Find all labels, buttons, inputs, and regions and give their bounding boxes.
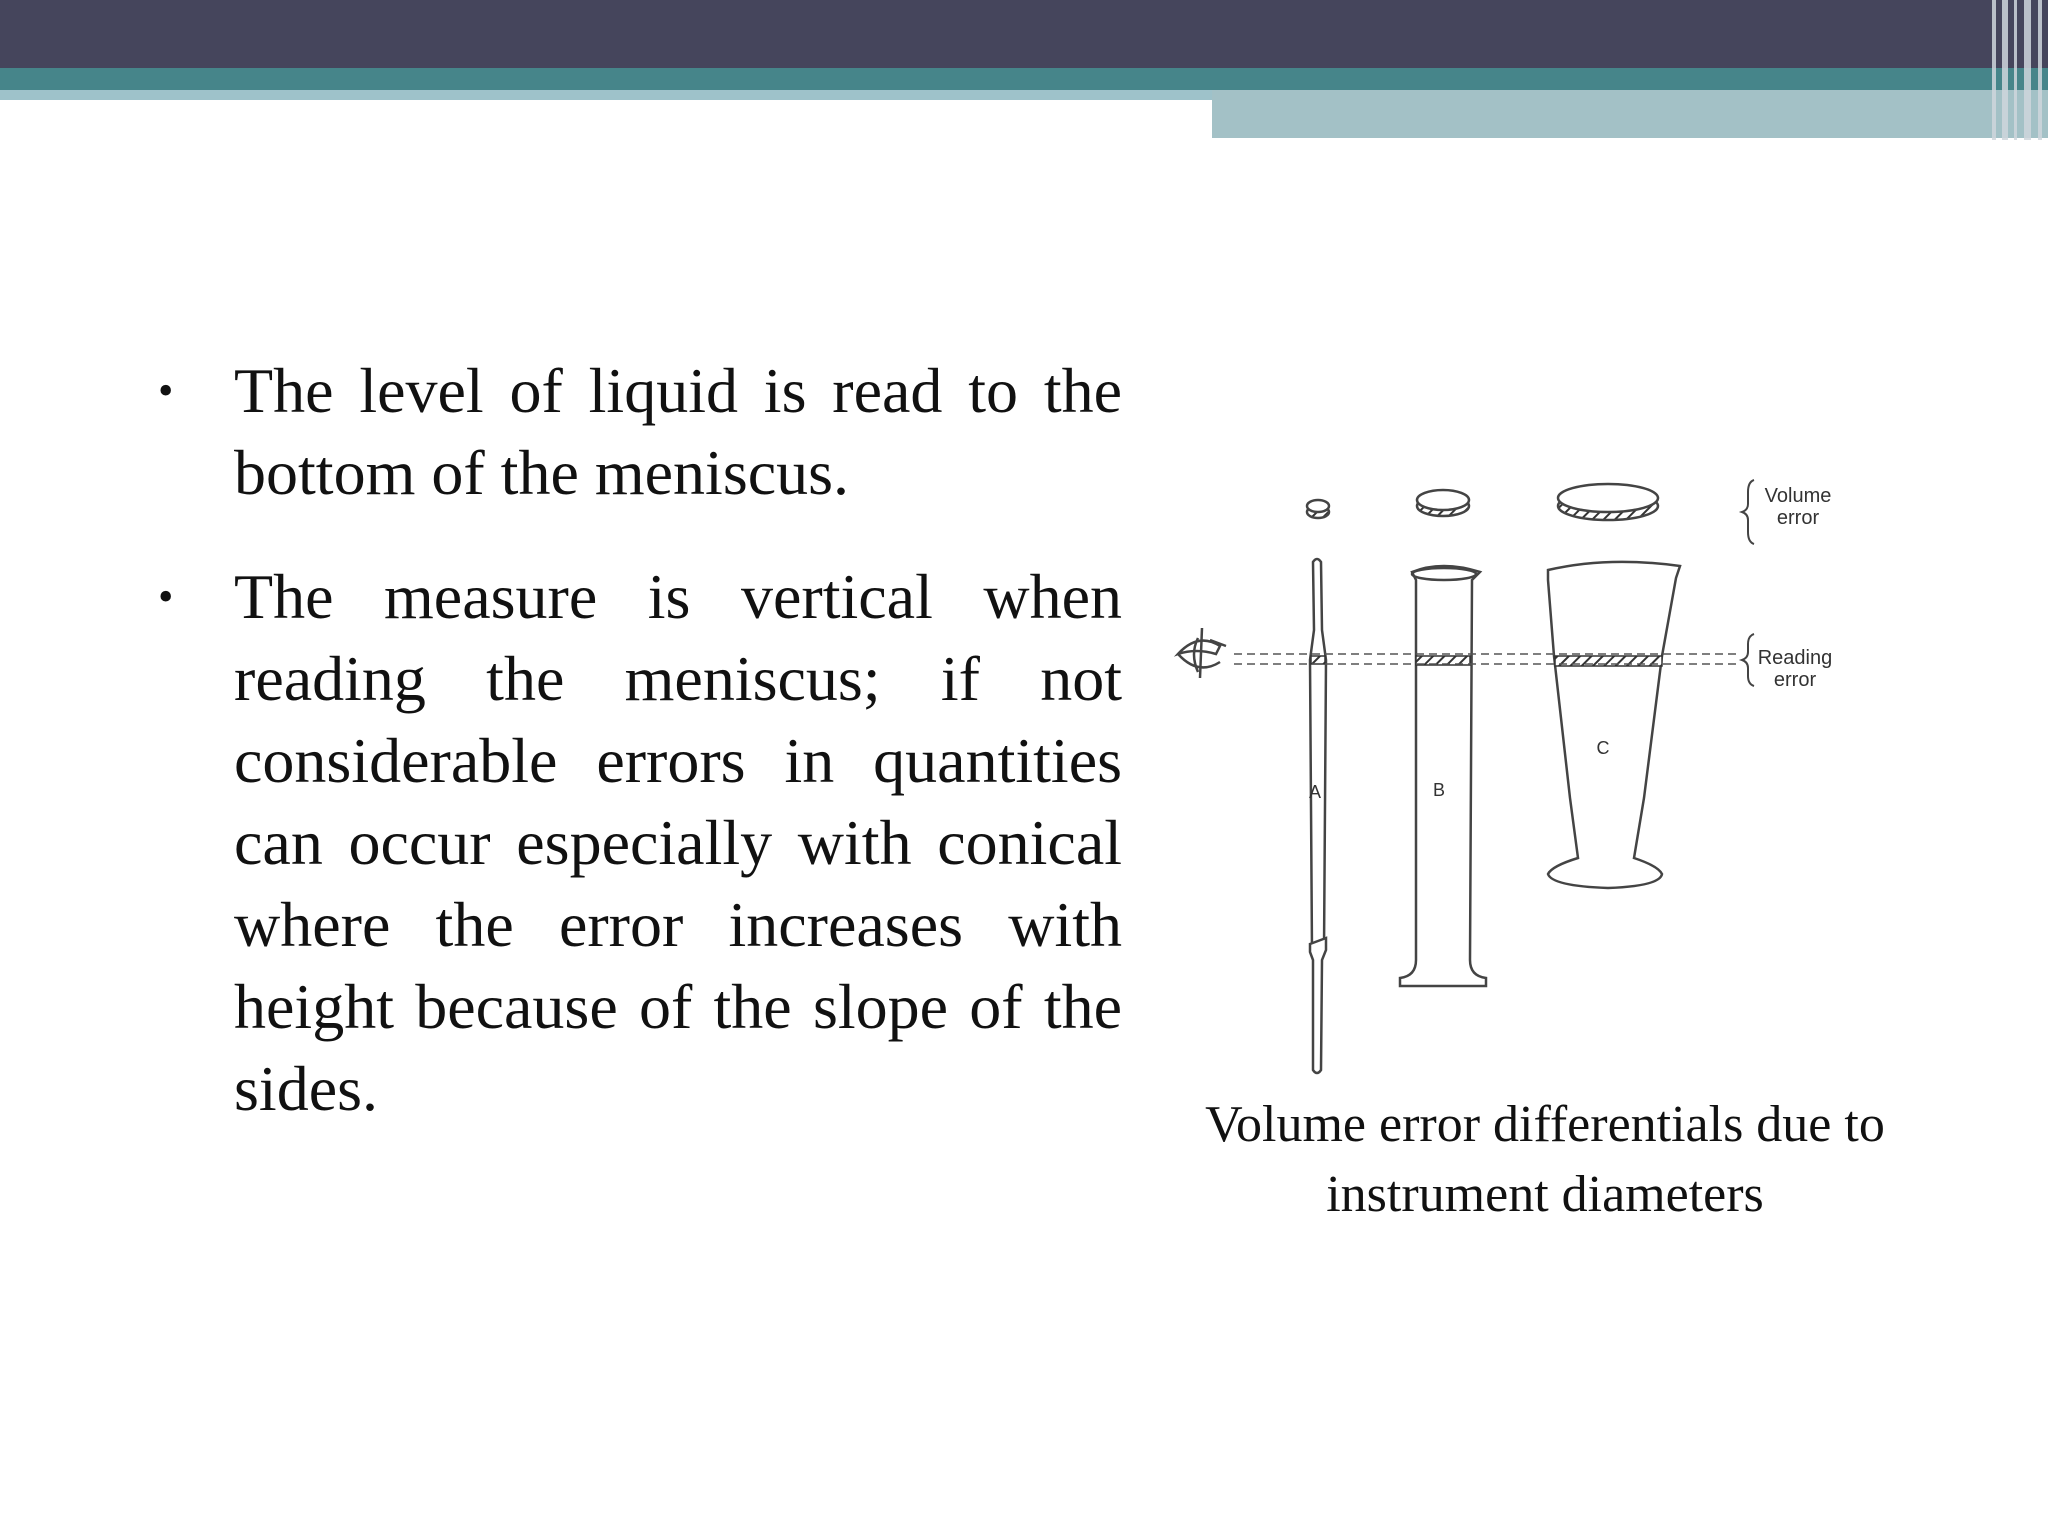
header-band-teal (0, 68, 2048, 90)
label-b: B (1432, 780, 1446, 800)
volume-disc-b (1417, 490, 1469, 516)
header-band-dark (0, 0, 2048, 68)
volume-error-label-line2: error (1776, 507, 1820, 529)
reading-error-label-line1: Reading (1757, 647, 1833, 669)
conical-measure-c (1548, 562, 1680, 888)
meniscus-diagram (1150, 440, 1970, 1080)
figure-caption: Volume error differentials due to instrument diameters (1205, 1096, 1885, 1223)
bullet-item (156, 556, 1122, 1130)
cylinder-b (1400, 566, 1486, 986)
volume-error-brace (1742, 480, 1754, 544)
bullet-dot: • (158, 572, 174, 621)
header-band-pale-left (0, 90, 1212, 100)
volume-disc-c (1558, 484, 1658, 520)
reading-error-brace (1742, 634, 1754, 686)
bullet-item (156, 350, 1122, 514)
bullet-text: The measure is vertical when reading the meniscus; if not considerable errors in quantities can occur especially with conical where the error increases with height because of the slope of the sides. (234, 561, 1122, 1124)
pipette-a (1310, 559, 1326, 1073)
label-a: A (1308, 782, 1322, 802)
header-stripes (1986, 0, 2048, 140)
volume-error-label-line1: Volume (1764, 485, 1832, 507)
bullet-list (156, 350, 1122, 1172)
label-c: C (1596, 738, 1610, 758)
bullet-dot: • (158, 366, 174, 415)
volume-disc-a (1307, 500, 1329, 518)
eye-icon (1178, 628, 1226, 678)
bullet-text: The level of liquid is read to the bottom of the meniscus. (234, 355, 1122, 508)
reading-error-label-line2: error (1773, 669, 1817, 691)
header-band-pale-right (1212, 90, 2048, 138)
